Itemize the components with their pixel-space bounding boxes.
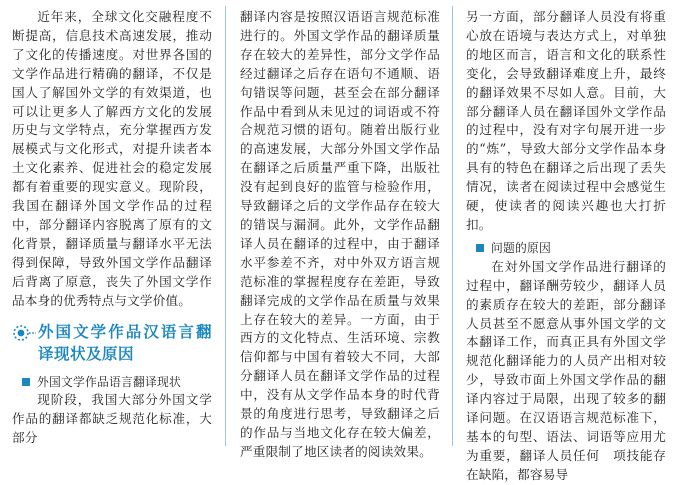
blue-square-bullet-icon: [22, 378, 30, 386]
dotted-circle-arrow-icon: [12, 323, 38, 343]
status-paragraph-end: 另一方面，部分翻译人员没有将重心放在语境与表达方式上，对单独的地区而言，语言和文化的联系性变化，会导致翻译难度上升，最终的翻译效果不尽如人意。目前，大部分翻译人员在翻译国外文学作品的过程中，没有对字句展开进一步的“炼”，导致大部分文学作品本身具有的特色在翻译之后出现了丢失情况，读者在阅读过程中会感觉生硬，使读者的阅读兴趣也大打折扣。: [466, 9, 666, 232]
column-divider-right: [452, 6, 453, 446]
status-paragraph: 现阶段，我国大部分外国文学作品的翻译都缺乏规范化标准，大部分: [12, 392, 212, 446]
section-heading: [12, 321, 212, 365]
subheading-status: [12, 373, 212, 392]
causes-paragraph: 在対外国文学作品进行翻译的过程中，翻译酬劳较少，翻译人员的素质存在较大的差距，部分翻译人员甚至不愿意从事外国文学的文本翻译工作，而真正具有外国文学规范化翻译能力的人员产出相对较少，导致市面上外国文学作品的翻译内容过于局限，出现了较多的翻译问题。在汉语语言规范标准下，基本的句型、语法、词语等应用尤为重要，翻译人员任何 项技能存在缺陷，都容易导: [466, 258, 666, 482]
status-paragraph-continued: 翻译内容是按照汉语语言规范标准进行的。外国文学作品的翻译质量存在较大的差异性，部分文学作品经过翻译之后存在语句不通顺、语句错误等问题，甚至会在部分翻译作品中看到从未见过的词语或不符合规范习惯的语句。随着出版行业的高速发展，大部分外国文学作品在翻译之后质量严重下降，出版社没有起到良好的监管与检验作用，导致翻译之后的文学作品存在较大的错误与漏洞。此外，文学作品翻译人员在翻译的过程中，由于翻译水平参差不齐，对中外双方语言规范标准的掌握程度存在差距，导致翻译完成的文学作品在质量与效果上存在较大的差异。一方面，由于西方的文化特点、生活环境、宗教信仰都与中国有着较大不同，大部分翻译人员在翻译文学作品的过程中，没有从文学作品本身的时代背景的角度进行思考，导致翻译之后的作品与当地文化存在较大偏差，严重限制了地区读者的阅读效果。: [240, 9, 440, 459]
blue-square-bullet-icon: [476, 244, 484, 252]
text-column-1: [12, 8, 212, 448]
intro-paragraph: 近年来，全球文化交融程度不断提高，信息技术高速发展，推动了文化的传播速度。对世界各国的文学作品进行精确的翻译，不仅是国人了解国外文学的有效渠道，也可以让更多人了解西方文化的发展历史与文学特点，充分掌握西方发展模式与文化形式，对提升读者本土文化素养、促进社会的稳定发展都有着重要的现实意义。现阶段，我国在翻译外国文学作品的过程中，部分翻译内容脱离了原有的文化背景，翻译质量与翻译水平无法得到保障，导致外国文学作品翻译后背离了原意，丧失了外国文学作品本身的优秀特点与文学价值。: [12, 9, 212, 308]
section-title: 外国文学作品汉语言翻译现状及原因: [38, 322, 212, 363]
subheading-status-text: 外国文学作品语言翻译现状: [37, 374, 181, 389]
text-column-2: [240, 8, 440, 462]
subheading-causes-text: 问题的原因: [491, 240, 551, 255]
text-column-3: [466, 8, 666, 485]
subheading-causes: [466, 239, 666, 258]
column-divider-left: [225, 6, 226, 446]
